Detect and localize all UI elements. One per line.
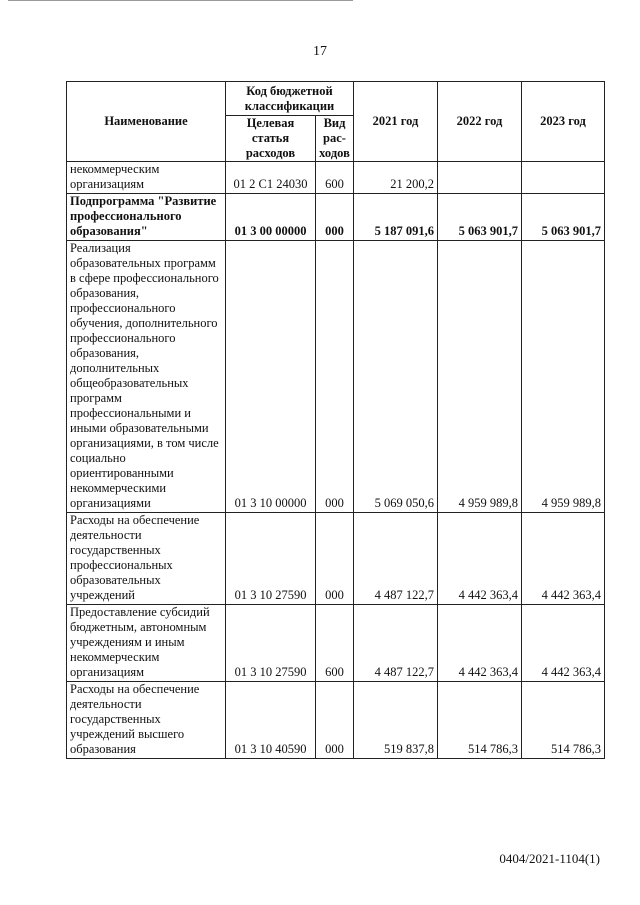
row-2022: 4 442 363,4 — [438, 513, 522, 605]
row-name: Расходы на обеспечение деятельности государственных учреждений высшего образования — [67, 682, 226, 759]
row-expense-type: 600 — [316, 605, 354, 682]
top-rule — [8, 0, 353, 1]
table-row — [67, 162, 605, 194]
row-target-article: 01 3 10 27590 — [226, 513, 316, 605]
row-expense-type: 000 — [316, 682, 354, 759]
row-2023: 4 442 363,4 — [522, 513, 605, 605]
row-target-article: 01 3 00 00000 — [226, 194, 316, 241]
row-2022: 4 959 989,8 — [438, 241, 522, 513]
header-code-group: Код бюджетной классификации — [226, 82, 354, 116]
row-name: Реализация образовательных программ в сфере профессионального образования, профессионального обучения, дополнительного профессионального образования, дополнительных общеобразовательных программ профессиональными и иными образовательными организациями, в том числе социально ориентированными некоммерческими организациями — [67, 241, 226, 513]
row-target-article: 01 2 С1 24030 — [226, 162, 316, 194]
row-expense-type: 000 — [316, 241, 354, 513]
row-2022: 514 786,3 — [438, 682, 522, 759]
row-2023: 5 063 901,7 — [522, 194, 605, 241]
budget-table — [66, 81, 605, 759]
row-name: Подпрограмма "Развитие профессионального образования" — [67, 194, 226, 241]
row-2023: 514 786,3 — [522, 682, 605, 759]
table-row — [67, 513, 605, 605]
row-2021: 4 487 122,7 — [354, 513, 438, 605]
row-2023 — [522, 162, 605, 194]
row-2023: 4 959 989,8 — [522, 241, 605, 513]
table-row — [67, 241, 605, 513]
row-2022 — [438, 162, 522, 194]
row-2021: 21 200,2 — [354, 162, 438, 194]
row-2022: 5 063 901,7 — [438, 194, 522, 241]
document-code: 0404/2021-1104(1) — [499, 851, 600, 866]
row-target-article: 01 3 10 27590 — [226, 605, 316, 682]
row-expense-type: 000 — [316, 513, 354, 605]
row-target-article: 01 3 10 00000 — [226, 241, 316, 513]
table-row — [67, 682, 605, 759]
page-number: 17 — [313, 44, 327, 59]
table-row — [67, 605, 605, 682]
header-2023: 2023 год — [522, 82, 605, 162]
row-2021: 5 187 091,6 — [354, 194, 438, 241]
row-2021: 519 837,8 — [354, 682, 438, 759]
header-name: Наименование — [67, 82, 226, 162]
row-name: некоммерческим организациям — [67, 162, 226, 194]
row-expense-type: 600 — [316, 162, 354, 194]
row-2022: 4 442 363,4 — [438, 605, 522, 682]
row-2021: 4 487 122,7 — [354, 605, 438, 682]
row-expense-type: 000 — [316, 194, 354, 241]
header-expense-type: Вид рас-ходов — [316, 116, 354, 162]
row-2021: 5 069 050,6 — [354, 241, 438, 513]
table-row — [67, 194, 605, 241]
row-2023: 4 442 363,4 — [522, 605, 605, 682]
row-name: Расходы на обеспечение деятельности государственных профессиональных образовательных учреждений — [67, 513, 226, 605]
row-target-article: 01 3 10 40590 — [226, 682, 316, 759]
header-target-article: Целевая статья расходов — [226, 116, 316, 162]
header-2021: 2021 год — [354, 82, 438, 162]
header-2022: 2022 год — [438, 82, 522, 162]
row-name: Предоставление субсидий бюджетным, автономным учреждениям и иным некоммерческим организациям — [67, 605, 226, 682]
